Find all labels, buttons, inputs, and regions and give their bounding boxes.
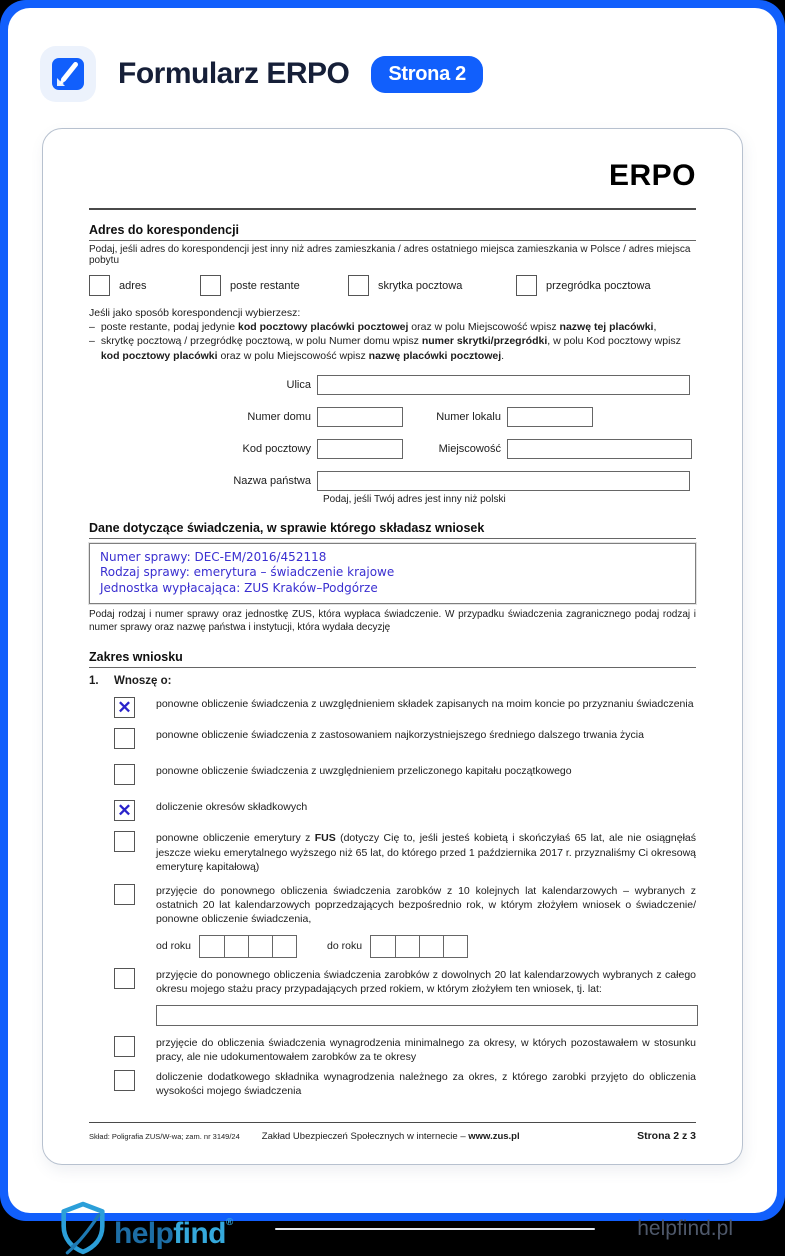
form-app-icon — [40, 46, 96, 102]
page-title: Formularz ERPO — [118, 57, 350, 90]
year-from-input[interactable] — [199, 935, 297, 958]
zus-web-info: Zakład Ubezpieczeń Społecznych w internecie – www.zus.pl — [261, 1131, 520, 1143]
pencil-note-icon — [51, 57, 85, 91]
checkbox-item-2[interactable] — [114, 728, 135, 749]
scope-item-label: ponowne obliczenie emerytury z FUS (dotyczy Cię to, jeśli jesteś kobietą i skończyłaś 65 lat, ale nie osiągnęłaś jeszcze wieku emerytalnego wyższego niż 65 lat, do którego przed 1 października 2017 r. przyznaliśmy Ci okresową emeryturę kapitałową) — [156, 832, 696, 873]
option-label: adres — [119, 279, 147, 292]
address-type-options — [89, 275, 696, 296]
page-header — [40, 46, 777, 102]
nazwa-panstwa-note: Podaj, jeśli Twój adres jest inny niż polski — [323, 493, 506, 505]
scope-item — [89, 968, 696, 996]
address-hint: Podaj, jeśli adres do korespondencji jest inny niż adres zamieszkania / adres ostatniego miejsca zamieszkania w Polsce / adres miejsca pobytu — [89, 244, 691, 266]
section-heading-benefit: Dane dotyczące świadczenia, w sprawie którego składasz wniosek — [89, 521, 696, 539]
scope-item-label: ponowne obliczenie świadczenia z uwzględnieniem składek zapisanych na moim koncie po przyznaniu świadczenia — [156, 698, 694, 711]
checkbox-item-5[interactable] — [114, 831, 135, 852]
benefit-case-type: Rodzaj sprawy: emerytura – świadczenie krajowe — [100, 565, 395, 580]
option-poste-restante — [200, 275, 348, 296]
instruction-bullet — [89, 334, 696, 362]
scope-item — [89, 831, 696, 873]
checkbox-skrytka-pocztowa[interactable] — [348, 275, 369, 296]
benefit-case-number: Numer sprawy: DEC-EM/2016/452118 — [100, 549, 327, 564]
kod-pocztowy-label: Kod pocztowy — [242, 442, 311, 455]
scope-item-label: doliczenie okresów składkowych — [156, 801, 308, 814]
instruction-bullet — [89, 320, 696, 334]
year-to-input[interactable] — [370, 935, 468, 958]
miejscowosc-label: Miejscowość — [438, 442, 501, 455]
do-roku-label: do roku — [327, 940, 363, 953]
option-label: skrytka pocztowa — [378, 279, 463, 292]
numer-lokalu-label: Numer lokalu — [436, 410, 501, 423]
scope-item-label: przyjęcie do ponownego obliczenia świadczenia zarobków z dowolnych 20 lat kalendarzowych wybranych z całego okresu mojego stażu pracy przypadających przed rokiem, w którym złożyłem ten wniosek, tj. lat: — [156, 968, 696, 995]
checkbox-item-8[interactable] — [114, 1036, 135, 1057]
app-card — [8, 8, 777, 1251]
scope-item-label: doliczenie dodatkowego składnika wynagrodzenia należnego za okres, z którego zarobki przyjęto do obliczenia wysokości mojego świadczenia — [156, 1071, 696, 1098]
field-row-kod-pocztowy — [89, 439, 696, 459]
option-adres — [89, 275, 200, 296]
shield-quill-icon — [60, 1201, 106, 1255]
scope-intro-row — [89, 675, 696, 687]
brand-find: find — [173, 1217, 226, 1251]
divider — [89, 208, 696, 210]
scope-item — [89, 884, 696, 926]
scope-intro-label: Wnoszę o: — [114, 675, 172, 688]
scope-item — [89, 1070, 696, 1098]
checkbox-adres[interactable] — [89, 275, 110, 296]
scope-item — [89, 764, 696, 790]
benefit-paying-unit: Jednostka wypłacająca: ZUS Kraków–Podgórze — [100, 580, 378, 595]
bullet-dash: – — [89, 335, 95, 348]
option-skrytka-pocztowa — [348, 275, 516, 296]
scope-item — [89, 728, 696, 754]
nazwa-panstwa-input[interactable] — [317, 471, 690, 491]
address-instructions — [89, 306, 696, 363]
form-doc-title: ERPO — [608, 159, 696, 192]
instructions-intro: Jeśli jako sposób korespondencji wybierzesz: — [89, 307, 301, 319]
brand-help: help — [114, 1217, 174, 1251]
checkbox-przegrodka-pocztowa[interactable] — [516, 275, 537, 296]
section-heading-address: Adres do korespondencji — [89, 223, 696, 241]
scope-item — [89, 697, 696, 718]
section-heading-scope: Zakres wniosku — [89, 650, 696, 668]
bullet-text: skrytkę pocztową / przegródkę pocztową, w polu Numer domu wpisz numer skrytki/przegródki, w polu Kod pocztowy wpisz kod pocztowy placówki oraz w polu Miejscowość wpisz nazwę placówki pocztowej. — [100, 335, 681, 362]
field-row-ulica — [89, 375, 696, 395]
scope-item-number: 1. — [89, 675, 99, 688]
scope-item-label: przyjęcie do ponownego obliczenia świadczenia zarobków z 10 kolejnych lat kalendarzowych – wybranych z ostatnich 20 lat kalendarzowych poprzedzających bezpośrednio rok, w którym złożyłem wniosek o świadczenie/ ponowne obliczenie świadczenia, — [156, 884, 696, 925]
scope-item — [89, 800, 696, 821]
print-info: Skład: Poligrafia ZUS/W-wa; zam. nr 3149/24 — [89, 1132, 240, 1142]
site-footer — [60, 1201, 733, 1256]
benefit-note: Podaj rodzaj i numer sprawy oraz jednostkę ZUS, która wypłaca świadczenie. W przypadku świadczenia zagranicznego podaj rodzaj i numer sprawy oraz nazwę państwa i instytucji, która wydała decyzję — [89, 609, 696, 634]
checkbox-item-1[interactable] — [114, 697, 135, 718]
checkbox-item-6[interactable] — [114, 884, 135, 905]
ulica-input[interactable] — [317, 375, 690, 395]
year-range-row — [156, 935, 696, 958]
years-list-input[interactable] — [156, 1005, 698, 1026]
bullet-dash: – — [89, 321, 95, 334]
page-number-badge: Strona 2 — [371, 56, 483, 93]
checkbox-poste-restante[interactable] — [200, 275, 221, 296]
checkbox-item-3[interactable] — [114, 764, 135, 785]
nazwa-panstwa-label: Nazwa państwa — [233, 474, 311, 487]
option-przegrodka-pocztowa — [516, 275, 651, 296]
numer-lokalu-input[interactable] — [507, 407, 593, 427]
scope-item-label: przyjęcie do obliczenia świadczenia wynagrodzenia minimalnego za okresy, w których pozostawałem w stosunku pracy, ale nie udokumentowałem zarobków za te okresy — [156, 1036, 696, 1064]
page-indicator: Strona 2 z 3 — [637, 1130, 696, 1143]
benefit-data-box — [89, 543, 696, 605]
od-roku-label: od roku — [156, 940, 192, 953]
scope-item-label: ponowne obliczenie świadczenia z zastosowaniem najkorzystniejszego średniego dalszego trwania życia — [156, 729, 644, 742]
brand-wordmark — [114, 1201, 233, 1256]
registered-mark: ® — [225, 1217, 233, 1229]
form-footer — [89, 1130, 696, 1148]
kod-pocztowy-input[interactable] — [317, 439, 403, 459]
helpfind-logo — [60, 1201, 233, 1256]
numer-domu-input[interactable] — [317, 407, 403, 427]
checkbox-item-9[interactable] — [114, 1070, 135, 1091]
option-label: przegródka pocztowa — [546, 279, 651, 292]
years-list-field — [156, 1005, 698, 1026]
field-row-numer-domu — [89, 407, 696, 427]
miejscowosc-input[interactable] — [507, 439, 692, 459]
ulica-label: Ulica — [286, 378, 311, 391]
checkbox-item-7[interactable] — [114, 968, 135, 989]
footer-divider — [275, 1228, 596, 1230]
erpo-form-paper — [42, 128, 743, 1165]
site-url[interactable]: helpfind.pl — [637, 1216, 733, 1240]
checkbox-item-4[interactable] — [114, 800, 135, 821]
scope-item-label: ponowne obliczenie świadczenia z uwzględnieniem przeliczonego kapitału początkowego — [156, 765, 572, 778]
scope-item — [89, 1036, 696, 1064]
address-fields — [89, 375, 696, 505]
option-label: poste restante — [230, 279, 300, 292]
bullet-text: poste restante, podaj jedynie kod pocztowy placówki pocztowej oraz w polu Miejscowość wpisz nazwę tej placówki, — [100, 321, 657, 334]
field-row-nazwa-panstwa — [89, 471, 696, 491]
divider — [89, 1122, 696, 1123]
numer-domu-label: Numer domu — [247, 410, 311, 423]
